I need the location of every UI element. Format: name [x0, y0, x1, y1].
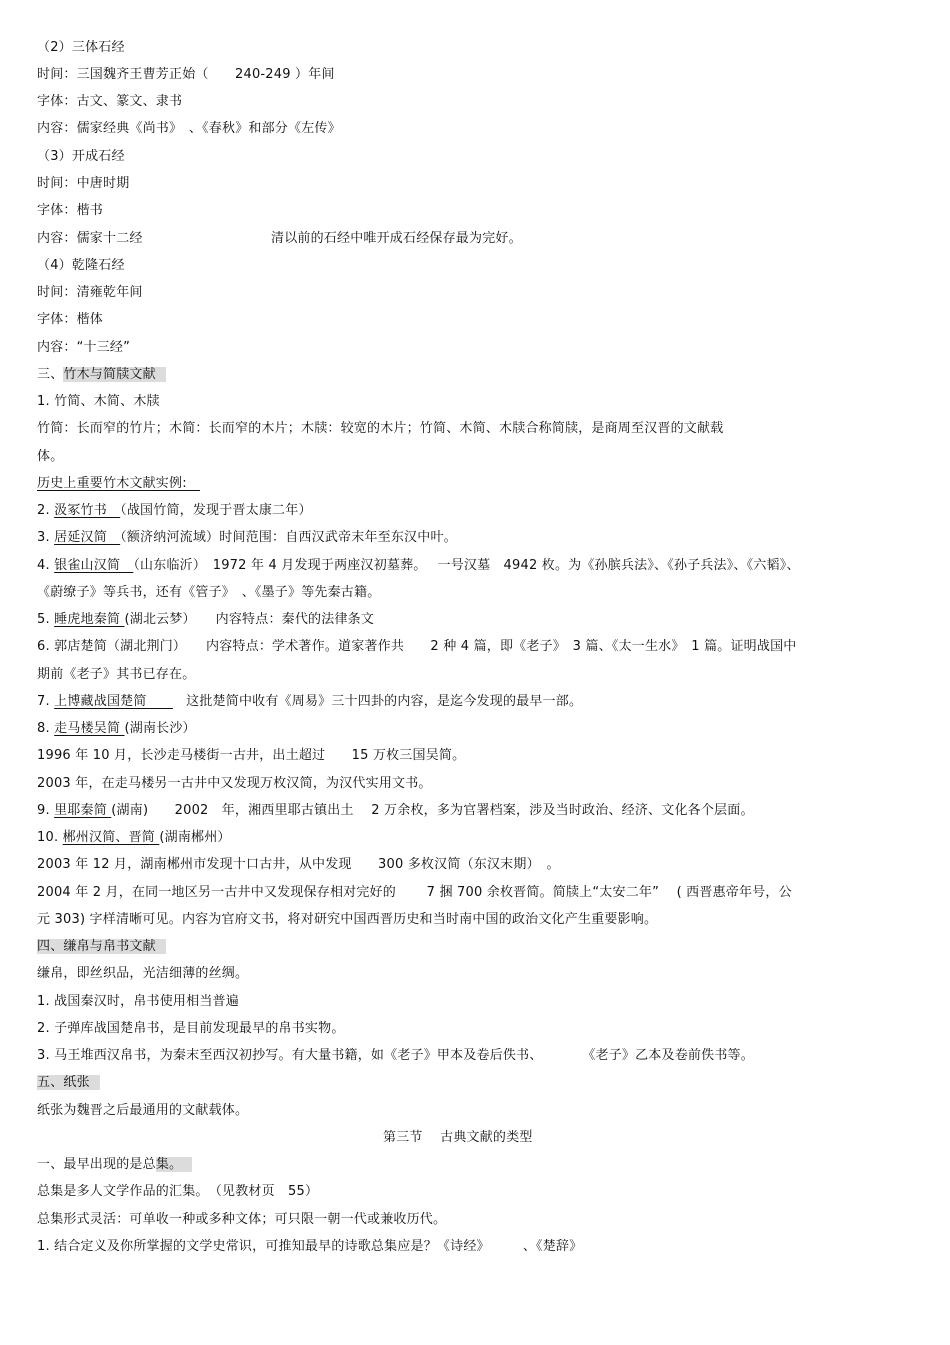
- ln-42: 总集是多人文学作品的汇集。 （见教材页 55）: [37, 1184, 319, 1199]
- ln-16: 历史上重要竹木文献实例:: [37, 476, 200, 491]
- ln-15: 体。: [37, 449, 64, 464]
- ln-7: 内容：儒家十二经: [37, 231, 143, 246]
- ln-23: 期前《老子》其书已存在。: [37, 667, 196, 682]
- ln-0: （2）三体石经: [37, 40, 125, 55]
- ln-5: 时间：中唐时期: [37, 176, 130, 191]
- ln-17: 2. 汲冢竹书 （战国竹简，发现于晋太康二年）: [37, 503, 312, 518]
- section-heading-silk: 四、缣帛与帛书文献: [37, 938, 166, 956]
- ln-24: 7. 上博藏战国楚简 这批楚简中收有《周易》三十四卦的内容，是迄今发现的最早一部。: [37, 694, 583, 709]
- ln-28: 9. 里耶秦简 (湖南) 2002 年，湘西里耶古镇出土 2 万余枚，多为官署档案，涉及当时政治、经济、文化各个层面。: [37, 803, 754, 818]
- ln-44: 1. 结合定义及你所掌握的文学史常识，可推知最早的诗歌总集应是？《诗经》 、《楚辞》: [37, 1239, 583, 1254]
- ln-8: （4）乾隆石经: [37, 258, 125, 273]
- ln-39: 纸张为魏晋之后最通用的文献载体。: [37, 1103, 249, 1118]
- chapter-section-title: 第三节 古典文献的类型: [383, 1130, 533, 1145]
- ln-9: 时间：清雍乾年间: [37, 285, 143, 300]
- ln-29: 10. 郴州汉简、晋简 (湖南郴州）: [37, 830, 231, 845]
- ln-14: 竹简：长而窄的竹片；木简：长而窄的木片；木牍：较宽的木片；竹简、木简、木牍合称简牍，是商周至汉晋的文献载: [37, 421, 724, 436]
- ln-2: 字体：古文、篆文、隶书: [37, 94, 183, 109]
- ln-13: 1. 竹简、木简、木牍: [37, 394, 160, 409]
- ln-26: 1996 年 10 月，长沙走马楼街一古井，出土超过 15 万枚三国吴简。: [37, 748, 466, 763]
- ln-43: 总集形式灵活：可单收一种或多种文体；可只限一朝一代或兼收历代。: [37, 1212, 447, 1227]
- ln-10: 字体：楷体: [37, 312, 104, 327]
- ln-19: 4. 银雀山汉简 （山东临沂） 1972 年 4 月发现于两座汉初墓葬。 一号汉墓 4942 枚。为《孙膑兵法》、《孙子兵法》、《六韬》、: [37, 558, 800, 573]
- ln-7-extra: 清以前的石经中唯开成石经保存最为完好。: [271, 231, 522, 246]
- ln-22: 6. 郭店楚简（湖北荆门） 内容特点：学术著作。道家著作共 2 种 4 篇，即《老子》 3 篇、《太一生水》 1 篇。证明战国中: [37, 639, 797, 654]
- ln-18: 3. 居延汉简 （额济纳河流域）时间范围：自西汉武帝末年至东汉中叶。: [37, 530, 457, 545]
- ln-11: 内容：“十三经”: [37, 340, 131, 355]
- ln-31: 2004 年 2 月，在同一地区另一古井中又发现保存相对完好的 7 捆 700 余枚晋简。简牍上“太安二年” ( 西晋惠帝年号，公: [37, 885, 792, 900]
- ln-30: 2003 年 12 月，湖南郴州市发现十口古井，从中发现 300 多枚汉简（东汉末期） 。: [37, 857, 560, 872]
- ln-3: 内容：儒家经典《尚书》 、《春秋》和部分《左传》: [37, 121, 341, 136]
- ln-25: 8. 走马楼吴简 (湖南长沙）: [37, 721, 196, 736]
- ln-41: 一、最早出现的是总集。: [37, 1156, 192, 1174]
- section-heading-paper: 五、纸张: [37, 1074, 100, 1092]
- ln-34: 缣帛，即丝织品，光洁细薄的丝绸。: [37, 966, 249, 981]
- ln-27: 2003 年，在走马楼另一古井中又发现万枚汉简，为汉代实用文书。: [37, 776, 432, 791]
- ln-21: 5. 睡虎地秦简 (湖北云梦） 内容特点：秦代的法律条文: [37, 612, 375, 627]
- ln-37: 3. 马王堆西汉帛书，为秦末至西汉初抄写。有大量书籍，如《老子》甲本及卷后佚书、 《老子》乙本及卷前佚书等。: [37, 1048, 754, 1063]
- ln-6: 字体：楷书: [37, 203, 104, 218]
- ln-36: 2. 子弹库战国楚帛书，是目前发现最早的帛书实物。: [37, 1021, 345, 1036]
- ln-20: 《蔚缭子》等兵书，还有《管子》 、《墨子》等先秦古籍。: [37, 585, 381, 600]
- section-heading-bamboo: 三、竹木与简牍文献: [37, 366, 166, 384]
- ln-35: 1. 战国秦汉时，帛书使用相当普遍: [37, 994, 239, 1009]
- ln-1: 时间：三国魏齐王曹芳正始（ 240-249 ）年间: [37, 67, 335, 82]
- ln-4: （3）开成石经: [37, 149, 125, 164]
- ln-32: 元 303) 字样清晰可见。内容为官府文书，将对研究中国西晋历史和当时南中国的政治文化产生重要影响。: [37, 912, 658, 927]
